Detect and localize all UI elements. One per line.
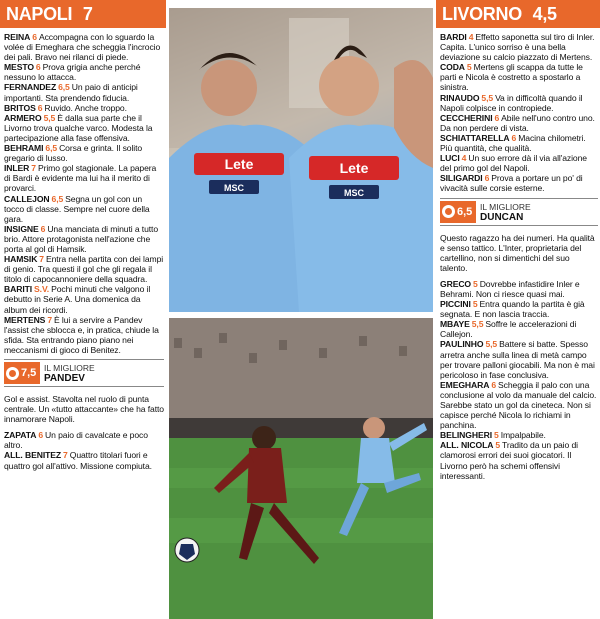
player-rating [4, 62, 164, 82]
player-vote: 6 [494, 112, 500, 123]
player-comment: Prova grigia anche perché nessuno lo attacca. [4, 62, 141, 83]
player-vote: 6 [491, 379, 497, 390]
player-vote: 6 [38, 430, 44, 441]
livorno-best-badge: 6,5 [440, 201, 476, 223]
player-vote: 6 [35, 62, 41, 73]
ball-icon [6, 367, 19, 380]
player-name: MERTENS [4, 314, 46, 325]
player-name: MESTO [4, 62, 34, 73]
player-rating [4, 113, 164, 143]
napoli-column [0, 0, 166, 619]
player-rating [4, 315, 164, 355]
livorno-after-list [436, 273, 600, 481]
match-action-illustration [169, 318, 433, 619]
photo-column [169, 0, 433, 619]
player-rating [4, 194, 164, 224]
napoli-best-text-wrap [0, 390, 166, 424]
player-name: PAULINHO [440, 339, 484, 350]
player-comment: Mertens gli scappa da tutte le parti e Nicola è costretto a spostarlo a sinistra. [440, 62, 583, 93]
player-name: RINAUDO [440, 92, 480, 103]
player-vote: 6 [37, 102, 43, 113]
player-vote: 6 [484, 173, 490, 184]
player-vote: 6 [511, 132, 517, 143]
player-comment: Abile nell'uno contro uno. Da non perdere di vista. [440, 112, 595, 133]
player-comment: Macina chilometri. Più quantità, che qualità. [440, 132, 586, 154]
player-rating [4, 284, 164, 314]
livorno-team-name: LIVORNO [442, 4, 522, 24]
player-vote: 5 [466, 62, 472, 73]
player-comment: Entra quando la partita è già segnata. E non lascia traccia. [440, 299, 585, 320]
livorno-team-score: 4,5 [532, 4, 557, 24]
player-rating [440, 173, 598, 193]
player-vote: 6 [32, 32, 37, 42]
player-rating [4, 103, 164, 113]
livorno-best-text: Questo ragazzo ha dei numeri. Ha qualità e senso tattico. L'Inter, proprietaria del cartellino, non si dimentichi del suo talento. [440, 232, 595, 273]
match-action-photo [169, 318, 433, 619]
player-vote: 5,5 [471, 319, 484, 330]
player-comment: Dovrebbe infastidire Inler e Behrami. Non ci riesce quasi mai. [440, 278, 580, 299]
player-vote: 5,5 [481, 92, 494, 103]
player-vote: 5 [473, 278, 478, 289]
player-rating [440, 380, 598, 430]
player-name: BARITI [4, 284, 33, 295]
player-vote: 7 [31, 163, 36, 174]
player-comment: Un paio di cavalcate e poco altro. [4, 430, 148, 451]
napoli-best-badge: 7,5 [4, 362, 40, 384]
livorno-best-name: DUNCAN [480, 211, 524, 223]
player-rating [4, 82, 164, 102]
player-rating [440, 93, 598, 113]
player-name: HAMSIK [4, 254, 38, 265]
player-vote: 6 [40, 223, 46, 234]
shirt1-sponsor: Lete [224, 156, 254, 172]
napoli-team-score: 7 [82, 4, 93, 24]
player-vote: 6,5 [45, 143, 58, 154]
player-vote: 6,5 [51, 193, 64, 204]
player-name: LUCI [440, 153, 460, 164]
player-name: FERNANDEZ [4, 82, 57, 93]
player-rating [440, 319, 598, 339]
player-vote: 4 [468, 32, 474, 42]
player-rating [4, 430, 164, 450]
player-name: INLER [4, 163, 30, 174]
player-vote: 5 [494, 430, 499, 441]
shirt2-sub: MSC [344, 188, 364, 198]
player-name: EMEGHARA [440, 379, 490, 390]
player-comment: Prova a portare un po' di vivacità sulle corsie esterne. [440, 173, 583, 194]
player-vote: 5,5 [43, 112, 56, 123]
player-name: CODA [440, 62, 465, 73]
player-name: ARMERO [4, 112, 42, 123]
napoli-ratings-list [0, 28, 166, 355]
player-vote: 7 [39, 254, 44, 265]
livorno-header [436, 0, 600, 28]
player-name: BELINGHERI [440, 430, 492, 441]
player-name: BRITOS [4, 102, 36, 113]
napoli-header [0, 0, 166, 28]
player-rating [4, 32, 164, 62]
player-rating [440, 62, 598, 92]
player-name: CALLEJON [4, 193, 50, 204]
player-comment: Quattro titolari fuori e quattro gol all'attivo. Missione compiuta. [4, 450, 152, 471]
player-name: SCHIATTARELLA [440, 132, 510, 143]
player-rating [440, 113, 598, 133]
player-comment: Un suo errore dà il via all'azione del primo gol del Napoli. [440, 153, 587, 174]
player-rating [4, 450, 164, 470]
player-comment: Scheggia il palo con una conclusione al volo da manuale del calcio. Sarebbe stato un gol da cineteca. Non si capisce perché Nicola lo richiami in panchina. [440, 379, 597, 431]
livorno-column [436, 0, 600, 619]
player-rating [4, 163, 164, 193]
shirt2-sponsor: Lete [339, 160, 369, 176]
napoli-best-text: Gol e assist. Stavolta nel ruolo di punta centrale. Un «tutto attaccante» che ha fatto innamorare Napoli. [4, 394, 164, 425]
player-name: INSIGNE [4, 223, 39, 234]
player-comment: Un paio di anticipi importanti. Sta prendendo fiducia. [4, 82, 138, 103]
player-comment: Entra nella partita con dei lampi di genio. Tra questi il gol che gli regala il titolo di capocannoniere della squadra. [4, 254, 164, 285]
player-vote: 4 [461, 153, 467, 164]
player-rating [440, 133, 598, 153]
player-rating [440, 339, 598, 379]
player-rating [4, 254, 164, 284]
player-comment: Primo gol stagionale. La papera di Bardi è evidente ma lui ha il merito di provarci. [4, 163, 157, 194]
player-comment: Tradito da un paio di clamorosi errori dei suoi giocatori. Il Livorno però ha schemi offensivi interessanti. [440, 440, 578, 481]
celebration-photo [169, 8, 433, 312]
napoli-best-box [4, 359, 164, 387]
player-vote: 7 [63, 450, 68, 461]
player-rating [440, 440, 598, 480]
player-rating [440, 430, 598, 440]
player-comment: Una manciata di minuti a tutto brio. Attore protagonista nell'azione che porta al gol di Hamsik. [4, 223, 159, 254]
player-vote: S.V. [34, 284, 50, 295]
player-comment: Effetto saponetta sul tiro di Inler. Capita. L'unico sorriso è una bella deviazione su calcio piazzato di Mertens. [440, 32, 595, 63]
celebration-illustration [169, 8, 433, 312]
player-name: PICCINI [440, 299, 471, 310]
player-rating [440, 153, 598, 173]
player-comment: Pochi minuti che valgono il debutto in Serie A. Una domenica da album dei ricordi. [4, 284, 151, 315]
player-name: ALL. BENITEZ [4, 450, 62, 461]
player-comment: Va in difficoltà quando il Napoli colpisce in contropiede. [440, 92, 583, 113]
player-comment: Segna un gol con un tocco di classe. Sempre nel cuore della gara. [4, 193, 150, 224]
player-rating [4, 224, 164, 254]
livorno-best-label: IL MIGLIORE [480, 201, 531, 212]
player-name: REINA [4, 32, 31, 42]
napoli-after-list [0, 424, 166, 470]
player-name: MBAYE [440, 319, 470, 330]
player-name: BARDI [440, 32, 467, 42]
player-vote: 5,5 [485, 339, 498, 350]
player-vote: 5 [495, 440, 501, 451]
player-vote: 7 [47, 314, 53, 325]
livorno-best-text-wrap [436, 229, 600, 273]
napoli-team-name: NAPOLI [6, 4, 73, 24]
player-rating [440, 279, 598, 299]
shirt1-sub: MSC [224, 183, 244, 193]
player-comment: Impalpabile. [500, 430, 546, 441]
napoli-best-label: IL MIGLIORE [44, 363, 95, 373]
player-name: ALL. NICOLA [440, 440, 494, 451]
player-name: GRECO [440, 278, 472, 289]
napoli-best-name: PANDEV [44, 373, 85, 384]
player-rating [440, 32, 598, 62]
player-comment: Battere si batte. Spesso arretra anche sulla linea di metà campo per trovare palloni giocabili. Ma non è mai pericoloso in fase conclusiva. [440, 339, 595, 380]
player-comment: Corsa e grinta. Il solito gregario di lusso. [4, 143, 143, 164]
livorno-best-box [440, 198, 598, 226]
player-comment: È lui a servire a Pandev l'assist che sblocca e, in pratica, chiude la sfida. Sta entrando piano piano nei meccanismi di gioco di Benitez. [4, 314, 159, 355]
player-name: CECCHERINI [440, 112, 493, 123]
player-comment: Ruvido. Anche troppo. [44, 102, 127, 113]
player-rating [4, 143, 164, 163]
player-name: ZAPATA [4, 430, 37, 441]
player-comment: Soffre le accelerazioni di Callejon. [440, 319, 577, 340]
player-comment: È dalla sua parte che il Livorno trova qualche varco. Modesta la partecipazione alla fase offensiva. [4, 112, 153, 143]
livorno-ratings-list [436, 28, 600, 194]
player-vote: 5 [472, 299, 478, 310]
ball-icon [442, 205, 455, 218]
player-comment: Accompagna con lo sguardo la volée di Emeghara che scheggia l'incrocio dei pali. Bravo nei rilanci di piede. [4, 32, 161, 63]
player-name: BEHRAMI [4, 143, 44, 154]
player-rating [440, 299, 598, 319]
player-name: SILIGARDI [440, 173, 483, 184]
player-vote: 6,5 [58, 82, 70, 93]
